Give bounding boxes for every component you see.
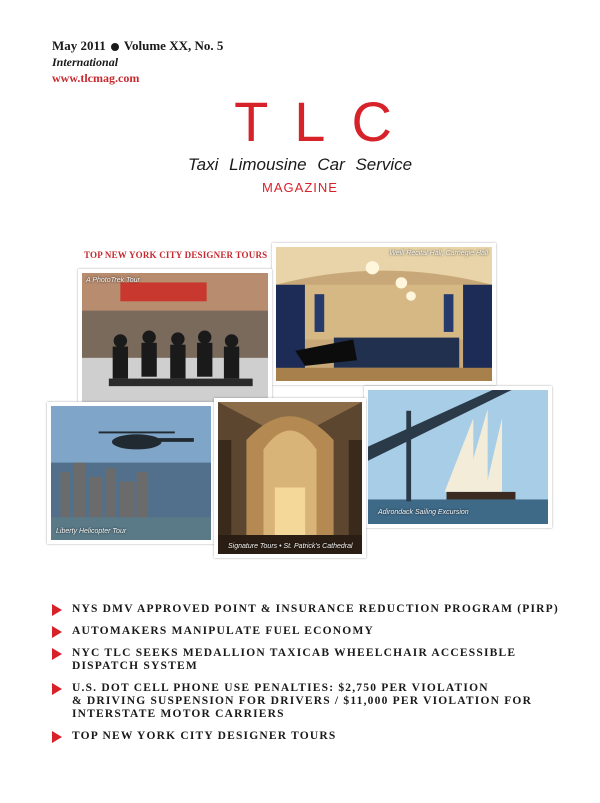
headline-text: AUTOMAKERS MANIPULATE FUEL ECONOMY [72, 625, 375, 637]
headline-item[interactable] [52, 647, 572, 673]
arrow-right-icon [52, 626, 62, 638]
issue-volume: Volume XX, No. 5 [123, 38, 224, 53]
photo-phototrek [78, 269, 272, 409]
issue-info [52, 38, 223, 86]
recital-hall-image [276, 247, 492, 381]
arrow-right-icon [52, 648, 62, 660]
caption-phototrek: A PhotoTrek Tour [86, 277, 140, 284]
arrow-right-icon [52, 731, 62, 743]
issue-date: May 2011 [52, 38, 106, 53]
caption-helicopter: Liberty Helicopter Tour [56, 528, 127, 535]
tagline: Taxi Limousine Car Service [187, 155, 413, 174]
caption-cathedral: Signature Tours • St. Patrick's Cathedral [228, 543, 353, 550]
headline-text: TOP NEW YORK CITY DESIGNER TOURS [72, 730, 337, 742]
bullet-icon [111, 43, 119, 51]
photo-sailing [364, 386, 552, 528]
arrow-right-icon [52, 604, 62, 616]
headline-item[interactable] [52, 603, 572, 616]
headline-list [52, 603, 572, 752]
issue-date-volume [52, 38, 223, 54]
edition-label: International [52, 55, 119, 69]
caption-recital-hall: Weill Recital Hall, Carnegie Hall [389, 250, 488, 257]
website-link[interactable]: www.tlcmag.com [52, 71, 140, 85]
headline-item[interactable] [52, 730, 572, 743]
sailing-image [368, 390, 548, 524]
magazine-label: MAGAZINE [262, 180, 338, 195]
cathedral-image [218, 402, 362, 554]
phototrek-image [82, 273, 268, 405]
headline-item[interactable] [52, 625, 572, 638]
headline-text: NYC TLC SEEKS MEDALLION TAXICAB WHEELCHAIR ACCESSIBLE DISPATCH SYSTEM [72, 647, 517, 672]
arrow-right-icon [52, 683, 62, 695]
caption-sailing: Adirondack Sailing Excursion [378, 509, 469, 516]
photo-recital-hall [272, 243, 496, 385]
headline-text: NYS DMV APPROVED POINT & INSURANCE REDUCTION PROGRAM (PIRP) [72, 603, 559, 615]
photo-helicopter [47, 402, 215, 544]
collage-title: TOP NEW YORK CITY DESIGNER TOURS [84, 250, 268, 260]
headline-item[interactable] [52, 682, 572, 721]
helicopter-image [51, 406, 211, 540]
photo-cathedral [214, 398, 366, 558]
headline-text: U.S. DOT CELL PHONE USE PENALTIES: $2,750 PER VIOLATION & DRIVING SUSPENSION FOR DRIVERS / $11,000 PER VIOLATION FOR INTERSTATE MOTOR CARRIERS [72, 682, 533, 720]
tlc-logo: TLC [234, 90, 418, 153]
